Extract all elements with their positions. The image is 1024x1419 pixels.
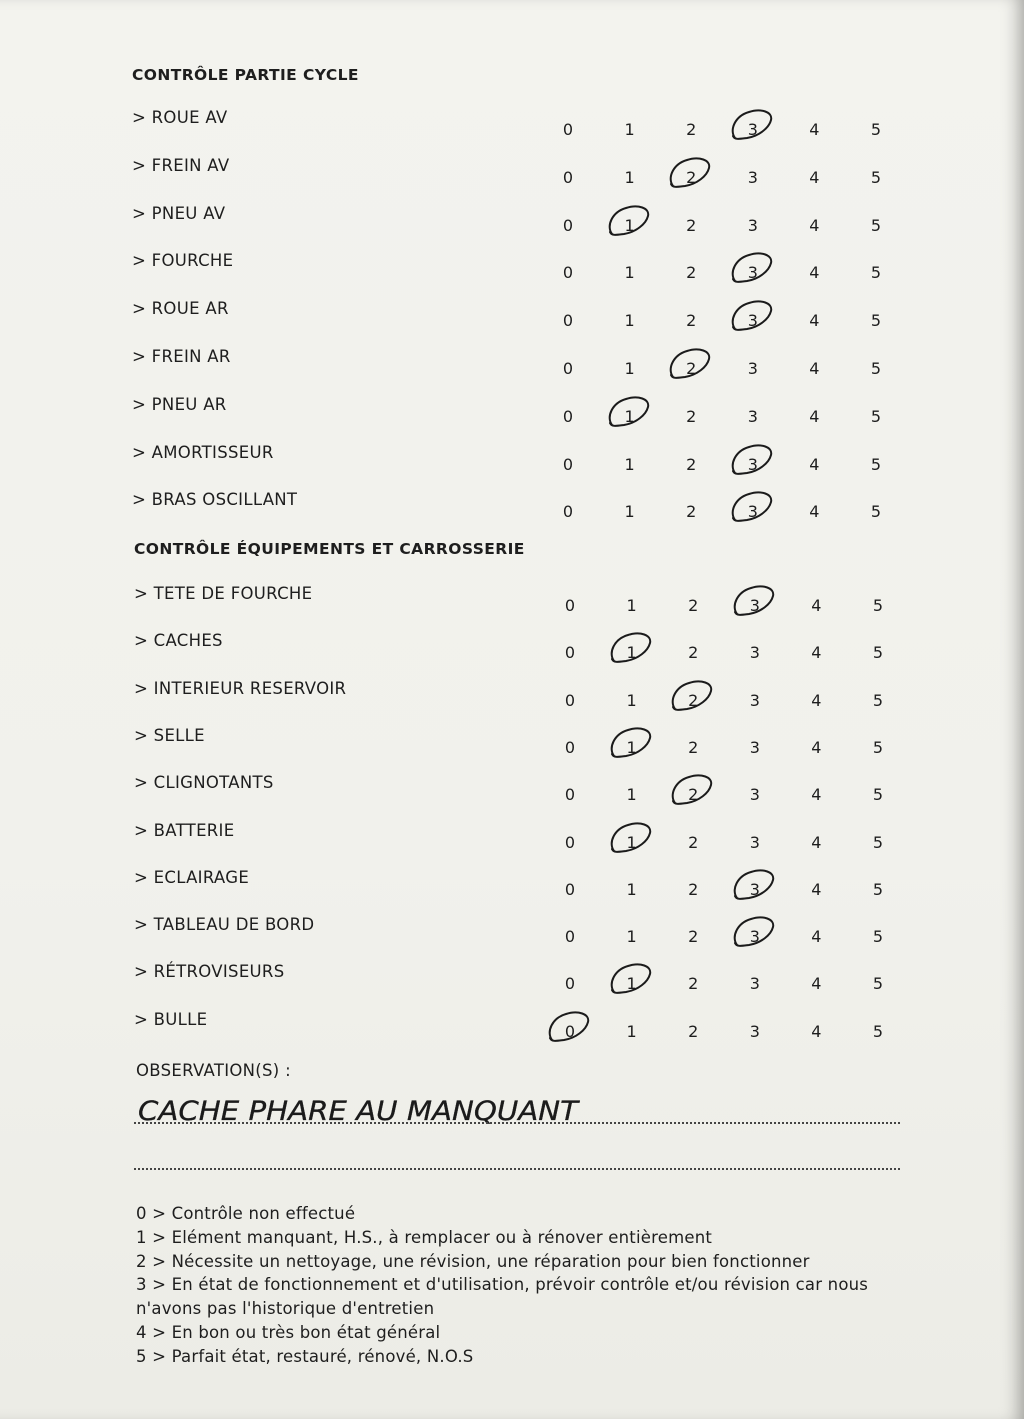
- rating-option-value: 2: [686, 167, 697, 187]
- checklist-item-label: > BRAS OSCILLANT: [132, 490, 298, 510]
- rating-option-value: 5: [872, 596, 884, 615]
- checklist-item-label: > PNEU AR: [132, 394, 227, 414]
- rating-option-5[interactable]: [864, 407, 888, 426]
- legend-item-5: 5 > Parfait état, restauré, rénové, N.O.S: [136, 1346, 474, 1366]
- rating-option-3[interactable]: [743, 738, 767, 757]
- checklist-row: [0, 773, 1024, 821]
- checklist-item-label: > ROUE AV: [132, 108, 228, 127]
- rating-option-value: 0: [564, 737, 576, 757]
- rating-option-0[interactable]: [556, 120, 580, 139]
- rating-option-1[interactable]: [618, 455, 642, 474]
- rating-option-value: 1: [626, 690, 637, 710]
- rating-option-0[interactable]: [558, 596, 582, 615]
- rating-option-3[interactable]: [741, 216, 765, 235]
- rating-option-3[interactable]: [743, 833, 767, 852]
- rating-option-value: 1: [624, 120, 635, 139]
- rating-option-0[interactable]: [558, 927, 582, 946]
- observation-line-2: [134, 1168, 900, 1170]
- rating-option-value: 3: [747, 406, 758, 426]
- svg-text:CACHE PHARE AU MANQUANT: CACHE PHARE AU MANQUANT: [138, 1096, 581, 1127]
- rating-option-value: 5: [872, 690, 884, 710]
- rating-option-1[interactable]: [620, 738, 644, 757]
- rating-option-4[interactable]: [802, 359, 826, 378]
- rating-option-value: 3: [749, 832, 760, 852]
- rating-option-value: 2: [686, 215, 697, 235]
- checklist-row: [0, 299, 1024, 347]
- rating-option-2[interactable]: [681, 833, 705, 852]
- rating-option-value: 1: [624, 359, 635, 378]
- rating-option-0[interactable]: [556, 168, 580, 187]
- checklist-item-label: > SELLE: [134, 725, 205, 745]
- rating-option-4[interactable]: [804, 738, 828, 757]
- checklist-item-label: > FREIN AR: [132, 347, 231, 366]
- rating-option-value: 1: [624, 454, 635, 474]
- rating-option-3[interactable]: [741, 120, 765, 139]
- rating-option-4[interactable]: [802, 407, 826, 426]
- rating-option-value: 4: [809, 167, 820, 187]
- rating-option-4[interactable]: [804, 974, 828, 993]
- rating-option-value: 3: [747, 454, 758, 474]
- checklist-row: [0, 490, 1024, 538]
- rating-option-value: 3: [749, 737, 760, 757]
- rating-option-1[interactable]: [618, 311, 642, 330]
- rating-option-4[interactable]: [804, 833, 828, 852]
- rating-option-4[interactable]: [802, 311, 826, 330]
- rating-option-5[interactable]: [864, 216, 888, 235]
- rating-option-value: 4: [811, 596, 822, 615]
- rating-option-1[interactable]: [620, 880, 644, 899]
- rating-option-5[interactable]: [866, 691, 890, 710]
- rating-option-value: 0: [564, 879, 576, 899]
- rating-option-value: 2: [688, 832, 699, 852]
- checklist-item-label: > ECLAIRAGE: [134, 867, 250, 887]
- rating-option-value: 4: [809, 406, 820, 426]
- rating-option-value: 4: [811, 785, 822, 805]
- rating-option-3[interactable]: [741, 168, 765, 187]
- rating-option-4[interactable]: [802, 216, 826, 235]
- rating-option-value: 1: [626, 974, 637, 994]
- rating-option-3[interactable]: [743, 927, 767, 946]
- rating-option-2[interactable]: [681, 1022, 705, 1041]
- rating-option-3[interactable]: [743, 596, 767, 615]
- rating-option-value: 0: [562, 167, 574, 187]
- checklist-row: [0, 962, 1024, 1010]
- rating-option-1[interactable]: [620, 927, 644, 946]
- rating-option-5[interactable]: [864, 502, 888, 521]
- rating-option-1[interactable]: [618, 216, 642, 235]
- rating-option-value: 4: [811, 643, 822, 663]
- checklist-row: [0, 915, 1024, 963]
- rating-option-4[interactable]: [804, 880, 828, 899]
- rating-option-0[interactable]: [558, 1022, 582, 1041]
- section-cycle-title: CONTRÔLE PARTIE CYCLE: [132, 66, 359, 84]
- rating-option-value: 5: [870, 454, 882, 474]
- rating-option-3[interactable]: [741, 263, 765, 282]
- checklist-item-label: > PNEU AV: [132, 203, 226, 223]
- rating-option-value: 2: [688, 596, 699, 615]
- rating-option-value: 1: [624, 406, 635, 426]
- rating-option-0[interactable]: [558, 880, 582, 899]
- rating-option-value: 1: [626, 832, 637, 852]
- rating-option-3[interactable]: [741, 311, 765, 330]
- rating-option-value: 3: [747, 120, 758, 139]
- checklist-row: [0, 395, 1024, 443]
- checklist-item-label: > BATTERIE: [134, 820, 235, 840]
- rating-option-5[interactable]: [866, 1022, 890, 1041]
- rating-option-value: 4: [809, 502, 820, 522]
- rating-option-5[interactable]: [864, 311, 888, 330]
- checklist-row: [0, 1010, 1024, 1058]
- rating-option-value: 5: [872, 974, 884, 994]
- rating-option-1[interactable]: [620, 691, 644, 710]
- rating-option-2[interactable]: [681, 643, 705, 662]
- rating-option-0[interactable]: [556, 455, 580, 474]
- rating-option-2[interactable]: [679, 120, 703, 139]
- rating-option-2[interactable]: [681, 596, 705, 615]
- rating-option-value: 4: [811, 879, 822, 899]
- rating-option-value: 2: [686, 406, 697, 426]
- rating-option-2[interactable]: [679, 455, 703, 474]
- rating-option-1[interactable]: [620, 785, 644, 804]
- rating-option-4[interactable]: [804, 691, 828, 710]
- rating-option-5[interactable]: [864, 359, 888, 378]
- rating-option-value: 5: [872, 785, 884, 805]
- rating-legend: [136, 1202, 896, 1369]
- rating-option-value: 3: [747, 502, 758, 522]
- checklist-row: [0, 821, 1024, 869]
- observations-label: OBSERVATION(S) :: [136, 1061, 291, 1080]
- rating-option-value: 2: [686, 359, 697, 378]
- rating-option-value: 0: [564, 596, 576, 615]
- rating-option-4[interactable]: [802, 502, 826, 521]
- rating-option-value: 5: [870, 311, 882, 331]
- rating-option-value: 4: [809, 263, 820, 283]
- rating-option-value: 3: [747, 167, 758, 187]
- rating-option-value: 5: [872, 643, 884, 663]
- checklist-item-label: > BULLE: [134, 1009, 208, 1029]
- rating-option-value: 4: [809, 454, 820, 474]
- rating-option-value: 4: [811, 690, 822, 710]
- rating-option-value: 5: [870, 502, 882, 522]
- rating-option-3[interactable]: [741, 502, 765, 521]
- checklist-item-label: > TABLEAU DE BORD: [134, 915, 315, 935]
- rating-option-2[interactable]: [679, 216, 703, 235]
- rating-option-value: 1: [626, 785, 637, 805]
- rating-option-value: 2: [688, 974, 699, 994]
- rating-option-2[interactable]: [679, 263, 703, 282]
- rating-option-5[interactable]: [866, 643, 890, 662]
- rating-option-5[interactable]: [864, 120, 888, 139]
- rating-option-1[interactable]: [618, 168, 642, 187]
- rating-option-4[interactable]: [804, 1022, 828, 1041]
- observation-line-1: [134, 1122, 900, 1124]
- rating-option-value: 2: [686, 502, 697, 522]
- rating-option-value: 0: [564, 974, 576, 994]
- rating-option-value: 3: [749, 927, 760, 947]
- rating-option-1[interactable]: [618, 359, 642, 378]
- legend-item-2: 2 > Nécessite un nettoyage, une révision, une réparation pour bien fonctionner: [136, 1251, 810, 1271]
- checklist-item-label: > INTERIEUR RESERVOIR: [134, 678, 347, 698]
- rating-option-5[interactable]: [864, 263, 888, 282]
- rating-option-3[interactable]: [743, 1022, 767, 1041]
- rating-option-value: 1: [624, 263, 635, 283]
- checklist-row: [0, 251, 1024, 299]
- rating-option-2[interactable]: [681, 785, 705, 804]
- rating-option-value: 2: [688, 879, 699, 899]
- rating-option-value: 0: [562, 502, 574, 522]
- checklist-row: [0, 108, 1024, 156]
- rating-option-value: 3: [749, 596, 760, 615]
- rating-option-value: 5: [870, 359, 882, 378]
- rating-option-value: 1: [626, 643, 637, 663]
- rating-option-1[interactable]: [620, 974, 644, 993]
- rating-option-value: 1: [626, 596, 637, 615]
- checklist-item-label: > FOURCHE: [132, 251, 234, 271]
- rating-option-2[interactable]: [681, 880, 705, 899]
- rating-option-0[interactable]: [558, 833, 582, 852]
- rating-option-2[interactable]: [679, 359, 703, 378]
- rating-option-0[interactable]: [556, 407, 580, 426]
- rating-option-4[interactable]: [802, 168, 826, 187]
- rating-option-value: 3: [747, 359, 758, 378]
- rating-option-0[interactable]: [558, 691, 582, 710]
- rating-option-value: 0: [564, 832, 576, 852]
- rating-option-value: 1: [624, 167, 635, 187]
- rating-option-5[interactable]: [866, 785, 890, 804]
- rating-option-value: 0: [562, 263, 574, 283]
- rating-option-value: 3: [749, 643, 760, 663]
- section-equipment-title: CONTRÔLE ÉQUIPEMENTS ET CARROSSERIE: [134, 540, 525, 558]
- rating-option-value: 3: [747, 215, 758, 235]
- rating-option-value: 0: [564, 1021, 576, 1041]
- rating-option-value: 4: [811, 832, 822, 852]
- checklist-row: [0, 156, 1024, 204]
- checklist-row: [0, 204, 1024, 252]
- rating-option-1[interactable]: [618, 407, 642, 426]
- rating-option-value: 5: [870, 263, 882, 283]
- legend-item-0: 0 > Contrôle non effectué: [136, 1204, 356, 1223]
- rating-option-5[interactable]: [864, 455, 888, 474]
- rating-option-2[interactable]: [679, 168, 703, 187]
- rating-option-value: 5: [872, 832, 884, 852]
- rating-option-value: 1: [626, 1021, 637, 1041]
- checklist-row: [0, 631, 1024, 679]
- rating-option-3[interactable]: [743, 691, 767, 710]
- rating-option-2[interactable]: [679, 311, 703, 330]
- checklist-row: [0, 584, 1024, 632]
- rating-option-4[interactable]: [802, 120, 826, 139]
- rating-option-value: 1: [624, 311, 635, 331]
- rating-option-value: 2: [688, 737, 699, 757]
- legend-item-1: 1 > Elément manquant, H.S., à remplacer ou à rénover entièrement: [136, 1227, 713, 1247]
- rating-option-0[interactable]: [556, 359, 580, 378]
- rating-option-value: 2: [686, 311, 697, 331]
- rating-option-value: 4: [809, 311, 820, 331]
- rating-option-value: 0: [564, 643, 576, 663]
- checklist-row: [0, 726, 1024, 774]
- rating-option-value: 2: [688, 785, 699, 805]
- rating-option-value: 1: [626, 737, 637, 757]
- rating-option-value: 3: [747, 263, 758, 283]
- rating-option-0[interactable]: [558, 974, 582, 993]
- legend-item-4: 4 > En bon ou très bon état général: [136, 1322, 441, 1342]
- rating-option-2[interactable]: [681, 738, 705, 757]
- rating-option-0[interactable]: [558, 738, 582, 757]
- rating-option-value: 0: [562, 359, 574, 378]
- rating-option-value: 3: [749, 974, 760, 994]
- rating-option-value: 0: [562, 215, 574, 235]
- rating-option-value: 0: [564, 785, 576, 805]
- rating-option-3[interactable]: [743, 974, 767, 993]
- rating-option-4[interactable]: [804, 643, 828, 662]
- rating-option-value: 0: [562, 120, 574, 139]
- rating-option-5[interactable]: [866, 738, 890, 757]
- rating-option-value: 0: [564, 690, 576, 710]
- rating-option-4[interactable]: [804, 596, 828, 615]
- rating-option-value: 3: [749, 785, 760, 805]
- rating-option-value: 1: [624, 215, 635, 235]
- rating-option-value: 5: [872, 737, 884, 757]
- rating-option-value: 2: [688, 643, 699, 663]
- legend-item-3: 3 > En état de fonctionnement et d'utilisation, prévoir contrôle et/ou révision car nous n'avons pas l'historique d'entretien: [136, 1275, 869, 1319]
- checklist-row: [0, 868, 1024, 916]
- rating-option-value: 4: [811, 1021, 822, 1041]
- rating-option-value: 0: [562, 311, 574, 331]
- checklist-row: [0, 443, 1024, 491]
- rating-option-value: 3: [749, 690, 760, 710]
- rating-option-value: 3: [749, 1021, 760, 1041]
- checklist-item-label: > RÉTROVISEURS: [134, 962, 285, 982]
- rating-option-value: 3: [747, 311, 758, 331]
- rating-option-5[interactable]: [866, 833, 890, 852]
- rating-option-3[interactable]: [743, 785, 767, 804]
- rating-option-value: 2: [686, 263, 697, 283]
- checklist-item-label: > CLIGNOTANTS: [134, 773, 274, 793]
- rating-option-2[interactable]: [681, 691, 705, 710]
- rating-option-value: 2: [686, 454, 697, 474]
- checklist-item-label: > AMORTISSEUR: [132, 442, 274, 462]
- rating-option-2[interactable]: [681, 927, 705, 946]
- rating-option-value: 4: [811, 927, 822, 947]
- rating-option-value: 1: [626, 879, 637, 899]
- rating-option-5[interactable]: [866, 974, 890, 993]
- rating-option-value: 0: [562, 406, 574, 426]
- checklist-row: [0, 679, 1024, 727]
- rating-option-5[interactable]: [866, 596, 890, 615]
- rating-option-value: 3: [749, 879, 760, 899]
- rating-option-value: 4: [809, 359, 820, 378]
- checklist-item-label: > ROUE AR: [132, 299, 229, 319]
- rating-option-value: 5: [870, 406, 882, 426]
- rating-option-value: 5: [870, 120, 882, 139]
- rating-option-1[interactable]: [620, 643, 644, 662]
- rating-option-value: 2: [688, 927, 699, 947]
- rating-option-value: 1: [624, 502, 635, 522]
- checklist-item-label: > FREIN AV: [132, 155, 230, 175]
- rating-option-3[interactable]: [743, 643, 767, 662]
- rating-option-value: 5: [872, 1021, 884, 1041]
- rating-option-0[interactable]: [556, 311, 580, 330]
- rating-option-3[interactable]: [741, 359, 765, 378]
- rating-option-2[interactable]: [681, 974, 705, 993]
- rating-option-2[interactable]: [679, 407, 703, 426]
- checklist-row: [0, 347, 1024, 395]
- rating-option-0[interactable]: [558, 785, 582, 804]
- rating-option-value: 5: [872, 879, 884, 899]
- rating-option-0[interactable]: [556, 263, 580, 282]
- rating-option-3[interactable]: [743, 880, 767, 899]
- rating-option-5[interactable]: [864, 168, 888, 187]
- rating-option-4[interactable]: [804, 785, 828, 804]
- rating-option-1[interactable]: [620, 833, 644, 852]
- rating-option-1[interactable]: [618, 263, 642, 282]
- rating-option-1[interactable]: [618, 502, 642, 521]
- rating-option-4[interactable]: [802, 455, 826, 474]
- rating-option-value: 4: [811, 974, 822, 994]
- rating-option-4[interactable]: [804, 927, 828, 946]
- rating-option-value: 2: [688, 1021, 699, 1041]
- rating-option-1[interactable]: [620, 1022, 644, 1041]
- rating-option-value: 5: [872, 927, 884, 947]
- rating-option-3[interactable]: [741, 455, 765, 474]
- rating-option-value: 4: [811, 737, 822, 757]
- rating-option-0[interactable]: [556, 216, 580, 235]
- rating-option-value: 2: [688, 690, 699, 710]
- rating-option-value: 5: [870, 167, 882, 187]
- rating-option-1[interactable]: [618, 120, 642, 139]
- checklist-item-label: > CACHES: [134, 631, 223, 651]
- rating-option-value: 2: [686, 120, 697, 139]
- rating-option-5[interactable]: [866, 927, 890, 946]
- rating-option-1[interactable]: [620, 596, 644, 615]
- rating-option-value: 0: [562, 454, 574, 474]
- rating-option-0[interactable]: [556, 502, 580, 521]
- rating-option-0[interactable]: [558, 643, 582, 662]
- rating-option-value: 4: [809, 215, 820, 235]
- rating-option-value: 0: [564, 927, 576, 947]
- checklist-item-label: > TETE DE FOURCHE: [134, 584, 313, 603]
- rating-option-3[interactable]: [741, 407, 765, 426]
- rating-option-value: 5: [870, 215, 882, 235]
- rating-option-5[interactable]: [866, 880, 890, 899]
- rating-option-value: 4: [809, 120, 820, 139]
- rating-option-4[interactable]: [802, 263, 826, 282]
- rating-option-value: 1: [626, 927, 637, 947]
- rating-option-2[interactable]: [679, 502, 703, 521]
